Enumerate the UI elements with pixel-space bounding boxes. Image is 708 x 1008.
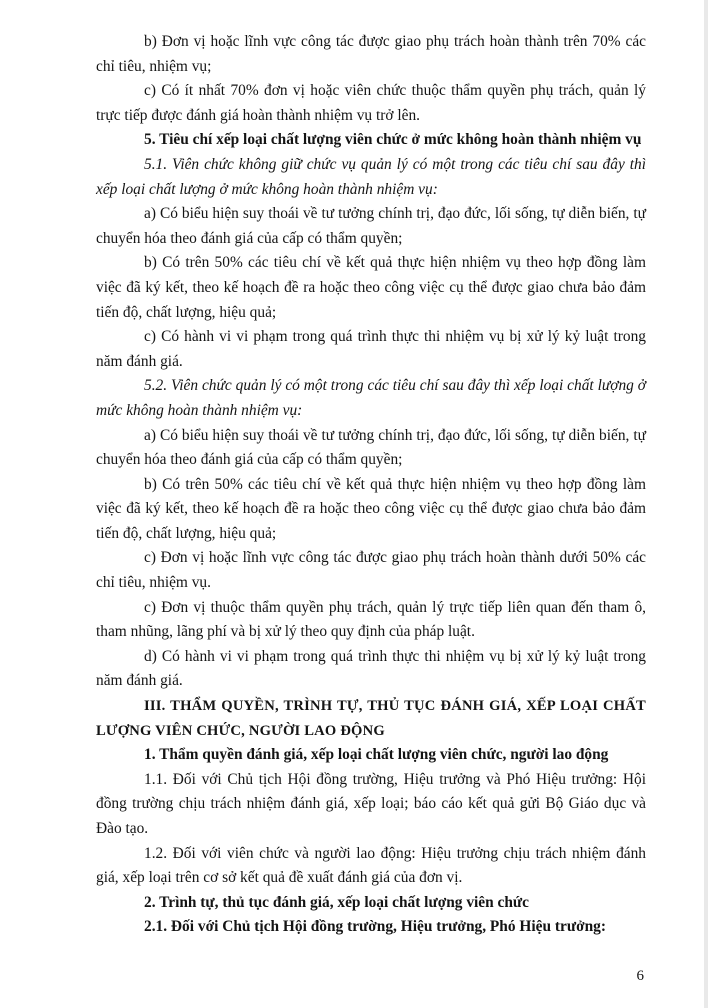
heading-authority-1: 1. Thẩm quyền đánh giá, xếp loại chất lượng viên chức, người lao động (144, 746, 609, 764)
paragraph-1-1: 1.1. Đối với Chủ tịch Hội đồng trường, Hiệu trưởng và Phó Hiệu trưởng: Hội đồng trường chịu trách nhiệm đánh giá, xếp loại; báo cáo kết quả gửi Bộ Giáo dục và Đào tạo. (96, 770, 646, 837)
heading-procedure-2: 2. Trình tự, thủ tục đánh giá, xếp loại chất lượng viên chức (144, 893, 529, 911)
subheading-5-1: 5.1. Viên chức không giữ chức vụ quản lý có một trong các tiêu chí sau đây thì xếp loại chất lượng ở mức không hoàn thành nhiệm vụ: (96, 155, 646, 198)
paragraph-1-2: 1.2. Đối với viên chức và người lao động: Hiệu trưởng chịu trách nhiệm đánh giá, xếp loại trên cơ sở kết quả đề xuất đánh giá của đơn vị. (96, 844, 646, 887)
paragraph-5-2-c-second: c) Đơn vị thuộc thẩm quyền phụ trách, quản lý trực tiếp liên quan đến tham ô, tham nhũng, lãng phí và bị xử lý theo quy định của pháp luật. (96, 598, 646, 641)
paragraph-5-1-a: a) Có biểu hiện suy thoái về tư tưởng chính trị, đạo đức, lối sống, tự diễn biến, tự chuyển hóa theo đánh giá của cấp có thẩm quyền; (96, 205, 646, 247)
page-edge-shadow (704, 0, 708, 1008)
section-heading-iii: III. THẨM QUYỀN, TRÌNH TỰ, THỦ TỤC ĐÁNH GIÁ, XẾP LOẠI CHẤT LƯỢNG VIÊN CHỨC, NGƯỜI LAO ĐỘNG (96, 698, 646, 739)
paragraph-5-1-c: c) Có hành vi vi phạm trong quá trình thực thi nhiệm vụ bị xử lý kỷ luật trong năm đánh giá. (96, 328, 646, 370)
paragraph-5-2-d: d) Có hành vi vi phạm trong quá trình thực thi nhiệm vụ bị xử lý kỷ luật trong năm đánh giá. (96, 647, 646, 690)
page-number: 6 (636, 968, 644, 984)
paragraph-c-at-least-70: c) Có ít nhất 70% đơn vị hoặc viên chức thuộc thẩm quyền phụ trách, quản lý trực tiếp được đánh giá hoàn thành nhiệm vụ trở lên. (96, 82, 646, 124)
subheading-5-2: 5.2. Viên chức quản lý có một trong các tiêu chí sau đây thì xếp loại chất lượng ở mức không hoàn thành nhiệm vụ: (96, 377, 646, 419)
heading-procedure-2-1: 2.1. Đối với Chủ tịch Hội đồng trường, Hiệu trưởng, Phó Hiệu trưởng: (144, 918, 606, 936)
paragraph-5-2-a: a) Có biểu hiện suy thoái về tư tưởng chính trị, đạo đức, lối sống, tự diễn biến, tự chuyển hóa theo đánh giá của cấp có thẩm quyền; (96, 426, 646, 469)
document-body (96, 30, 646, 940)
paragraph-b-over-70: b) Đơn vị hoặc lĩnh vực công tác được giao phụ trách hoàn thành trên 70% các chỉ tiêu, nhiệm vụ; (96, 33, 646, 75)
heading-criteria-5: 5. Tiêu chí xếp loại chất lượng viên chức ở mức không hoàn thành nhiệm vụ (144, 131, 642, 149)
paragraph-5-1-b: b) Có trên 50% các tiêu chí về kết quả thực hiện nhiệm vụ theo hợp đồng làm việc đã ký kết, theo kế hoạch đề ra hoặc theo công việc cụ thể được giao chưa bảo đảm tiến độ, chất lượng, hiệu quả; (96, 254, 646, 321)
paragraph-5-2-c: c) Đơn vị hoặc lĩnh vực công tác được giao phụ trách hoàn thành dưới 50% các chỉ tiêu, nhiệm vụ. (96, 549, 646, 592)
paragraph-5-2-b: b) Có trên 50% các tiêu chí về kết quả thực hiện nhiệm vụ theo hợp đồng làm việc đã ký kết, theo kế hoạch đề ra hoặc theo công việc cụ thể được giao chưa bảo đảm tiến độ, chất lượng, hiệu quả; (96, 475, 646, 542)
